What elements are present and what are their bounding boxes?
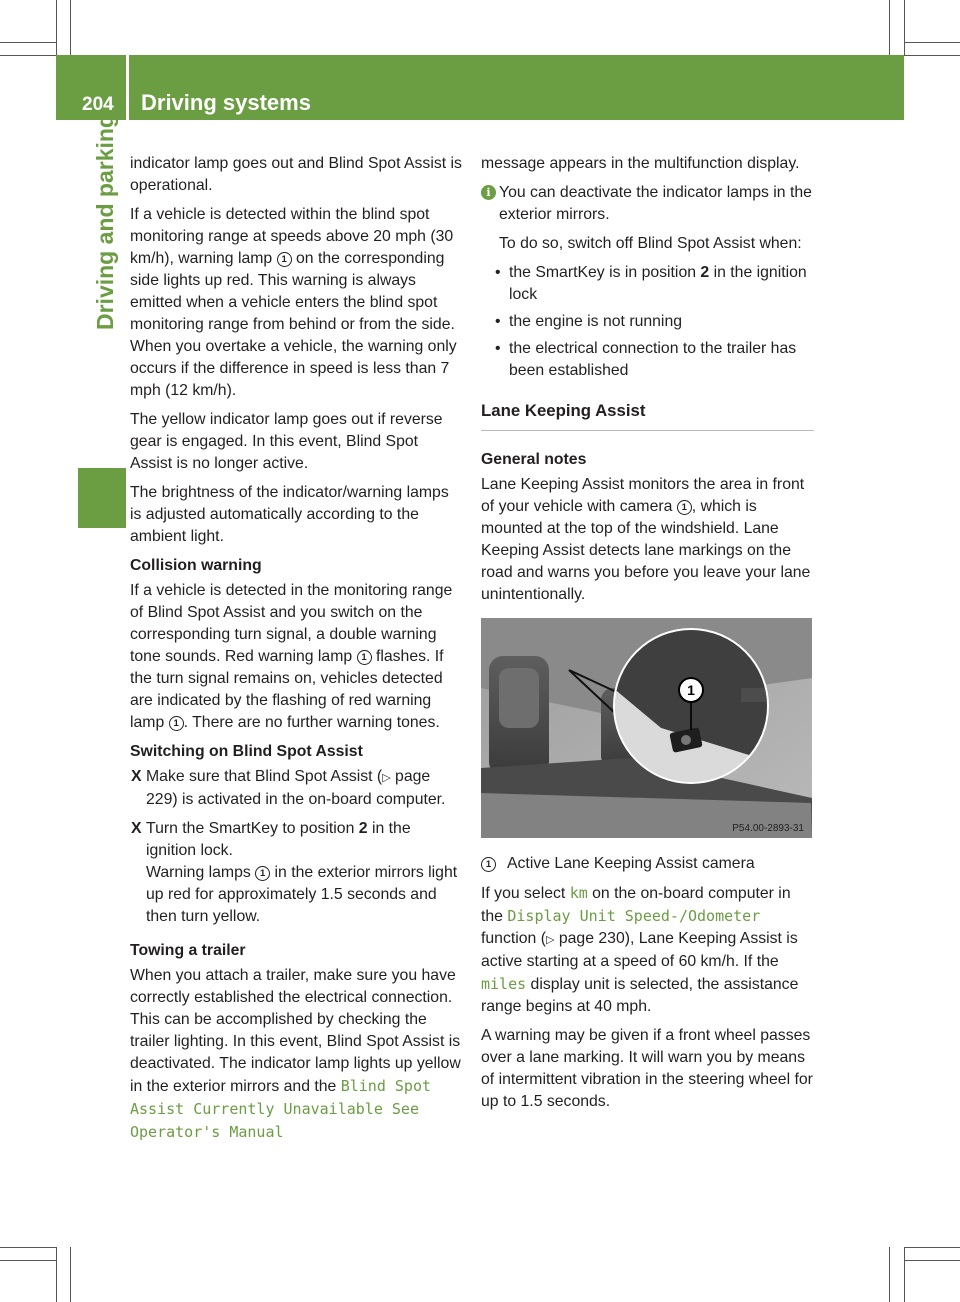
bullet-icon: • [495, 313, 501, 330]
photo-callout-label: 1 [687, 682, 695, 698]
page-number: 204 [82, 94, 114, 115]
callout-1-icon: 1 [169, 716, 184, 731]
crop-mark [0, 55, 56, 56]
paragraph: The yellow indicator lamp goes out if reverse gear is engaged. In this event, Blind Spot Assist is no longer active. [130, 411, 443, 472]
header-divider [126, 55, 129, 120]
lane-keeping-camera-photo [481, 618, 812, 838]
crop-mark [56, 1247, 57, 1302]
paragraph: A warning may be given if a front wheel passes over a lane marking. It will warn you by means of intermittent vibration in the steering wheel for up to 1.5 seconds. [481, 1027, 813, 1110]
bullet-icon: • [495, 340, 501, 357]
figure-caption: 1 Active Lane Keeping Assist camera [481, 853, 814, 875]
callout-1-icon: 1 [255, 866, 270, 881]
note-text: You can deactivate the indicator lamps in the exterior mirrors. [499, 184, 812, 223]
step-item: X Turn the SmartKey to position 2 in the ignition lock. Warning lamps 1 in the exterior mirrors light up red for approximately 1.5 seconds and then turn yellow. [131, 820, 458, 925]
camera-illustration [481, 618, 812, 838]
crop-mark [889, 1247, 890, 1302]
paragraph: The brightness of the indicator/warning lamps is adjusted automatically according to the ambient light. [130, 484, 449, 545]
section-title: Lane Keeping Assist [481, 401, 646, 420]
info-icon: i [481, 185, 496, 200]
side-tab-marker [78, 468, 126, 528]
crop-mark [0, 1260, 56, 1261]
info-note [481, 182, 814, 255]
subheading: Switching on Blind Spot Assist [130, 743, 363, 760]
crop-mark [0, 42, 56, 43]
paragraph: Lane Keeping Assist monitors the area in front of your vehicle with camera 1 , which is mounted at the top of the windshield. Lane Keeping Assist detects lane markings on the road and warns you before you leave your lane unintentionally. [481, 476, 811, 603]
step-arrow-icon: X [131, 820, 142, 837]
crop-mark [904, 0, 905, 55]
page-reference-icon: ▷ [382, 772, 391, 784]
side-tab-label: Driving and parking [92, 114, 118, 330]
paragraph: If a vehicle is detected in the monitoring range of Blind Spot Assist and you switch on the corresponding turn signal, a double warning tone sounds. Red warning lamp 1 flashes. If the turn signal remains on, vehicles detected are indicated by the flashing of red warning lamp 1 . There are no further warning tones. [130, 582, 453, 731]
paragraph: message appears in the multifunction display. [481, 155, 800, 172]
display-function-name: Display Unit Speed-/Odometer [507, 907, 761, 925]
list-item: • the SmartKey is in position 2 in the ignition lock [495, 264, 807, 303]
right-column [481, 153, 814, 1120]
crop-mark [889, 0, 890, 55]
display-option-miles: miles [481, 975, 527, 993]
display-option-km: km [569, 884, 588, 902]
crop-mark [904, 42, 960, 43]
list-item: • the electrical connection to the trailer has been established [495, 340, 797, 379]
chapter-title: Driving systems [141, 90, 311, 115]
note-text: To do so, switch off Blind Spot Assist when: [499, 235, 802, 252]
bullet-icon: • [495, 264, 501, 281]
page-reference-icon: ▷ [545, 934, 555, 946]
step-item: X Make sure that Blind Spot Assist (▷ page 229) is activated in the on-board computer. [131, 768, 446, 808]
crop-mark [904, 1247, 960, 1248]
subheading: Collision warning [130, 557, 262, 574]
crop-mark [0, 1247, 56, 1248]
crop-mark [70, 0, 71, 55]
image-code: P54.00-2893-31 [732, 823, 804, 834]
left-column [130, 153, 462, 1151]
crop-mark [904, 1247, 905, 1302]
paragraph: If a vehicle is detected within the blind spot monitoring range at speeds above 20 mph (30 km/h), warning lamp 1 on the corresponding side lights up red. This warning is always emitted when a vehicle enters the blind spot monitoring range from behind or from the side. When you overtake a vehicle, the warning only occurs if the difference in speed is less than 7 mph (12 km/h). [130, 206, 457, 399]
paragraph: When you attach a trailer, make sure you have correctly established the electrical connection. This can be accomplished by checking the trailer lighting. In this event, Blind Spot Assist is deactivated. The indicator lamp lights up yellow in the exterior mirrors and the Blind Spot Assist Currently Unavailable See Operator's Manual [130, 967, 461, 1141]
crop-mark [904, 1260, 960, 1261]
crop-mark [56, 0, 57, 55]
paragraph: If you select km on the on-board computer in the Display Unit Speed-/Odometer function (▷ page 230), Lane Keeping Assist is active starting at a speed of 60 km/h. If the miles display unit is selected, the assistance range begins at 40 mph. [481, 884, 799, 1015]
crop-mark [70, 1247, 71, 1302]
crop-mark [904, 55, 960, 56]
callout-1-icon: 1 [677, 500, 692, 515]
callout-1-icon: 1 [481, 857, 496, 872]
subheading: General notes [481, 451, 587, 468]
callout-1-icon: 1 [357, 650, 372, 665]
step-arrow-icon: X [131, 768, 142, 785]
subheading: Towing a trailer [130, 942, 246, 959]
display-message: Blind Spot Assist Currently Unavailable See Operator's Manual [130, 1077, 432, 1141]
paragraph: indicator lamp goes out and Blind Spot Assist is operational. [130, 155, 462, 194]
list-item: • the engine is not running [481, 311, 814, 333]
section-divider [481, 430, 814, 431]
callout-1-icon: 1 [277, 252, 292, 267]
